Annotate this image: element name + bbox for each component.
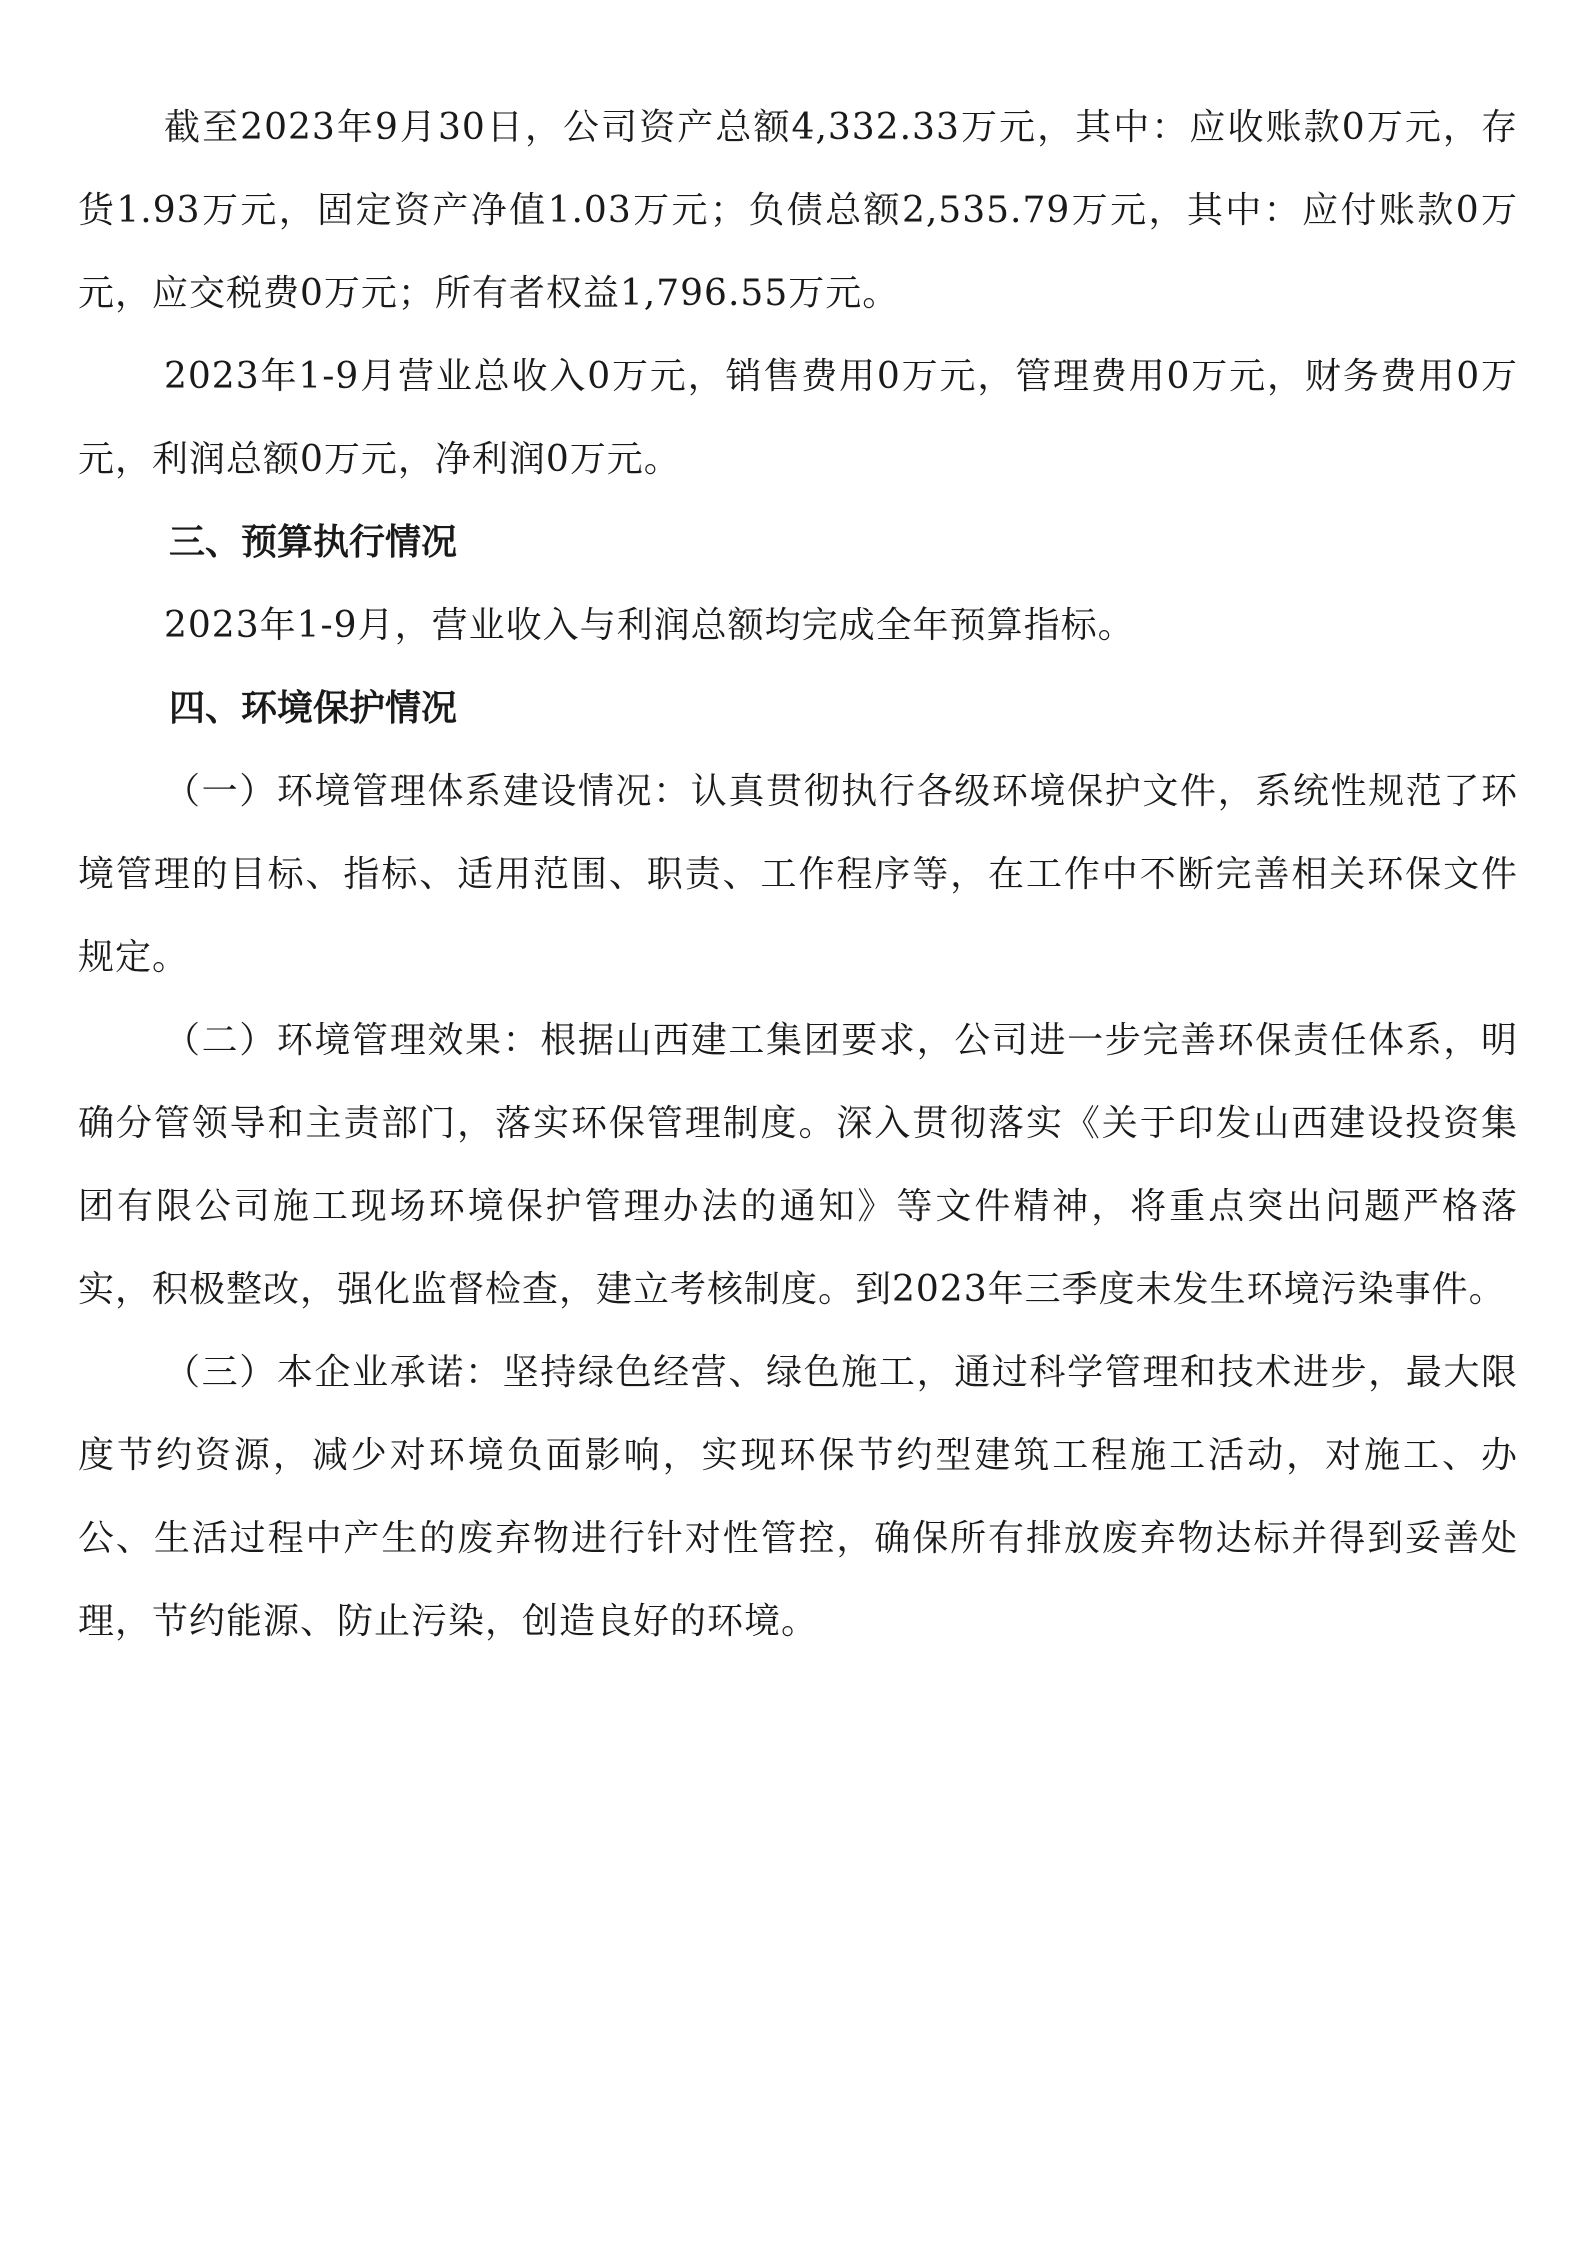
enterprise-commitment-paragraph: （三）本企业承诺：坚持绿色经营、绿色施工，通过科学管理和技术进步，最大限度节约资源，减少对环境负面影响，实现环保节约型建筑工程施工活动，对施工、办公、生活过程中产生的废弃物进行针对性管控，确保所有排放废弃物达标并得到妥善处理，节约能源、防止污染，创造良好的环境。 xyxy=(78,1352,1518,1642)
income-statement-paragraph: 2023年1-9月营业总收入0万元，销售费用0万元，管理费用0万元，财务费用0万元，利润总额0万元，净利润0万元。 xyxy=(78,356,1518,480)
environmental-protection-heading: 四、环境保护情况 xyxy=(169,688,458,729)
env-management-effect-paragraph: （二）环境管理效果：根据山西建工集团要求，公司进一步完善环保责任体系，明确分管领导和主责部门，落实环保管理制度。深入贯彻落实《关于印发山西建设投资集团有限公司施工现场环境保护管理办法的通知》等文件精神，将重点突出问题严格落实，积极整改，强化监督检查，建立考核制度。到2023年三季度未发生环境污染事件。 xyxy=(78,1020,1518,1310)
document-page xyxy=(78,86,1518,1663)
env-management-system-paragraph: （一）环境管理体系建设情况：认真贯彻执行各级环境保护文件，系统性规范了环境管理的目标、指标、适用范围、职责、工作程序等，在工作中不断完善相关环保文件规定。 xyxy=(78,771,1518,978)
budget-execution-heading: 三、预算执行情况 xyxy=(169,522,458,563)
financial-status-paragraph: 截至2023年9月30日，公司资产总额4,332.33万元，其中：应收账款0万元，存货1.93万元，固定资产净值1.03万元；负债总额2,535.79万元，其中：应付账款0万元，应交税费0万元；所有者权益1,796.55万元。 xyxy=(78,107,1518,314)
budget-execution-paragraph: 2023年1-9月，营业收入与利润总额均完成全年预算指标。 xyxy=(164,605,1135,646)
